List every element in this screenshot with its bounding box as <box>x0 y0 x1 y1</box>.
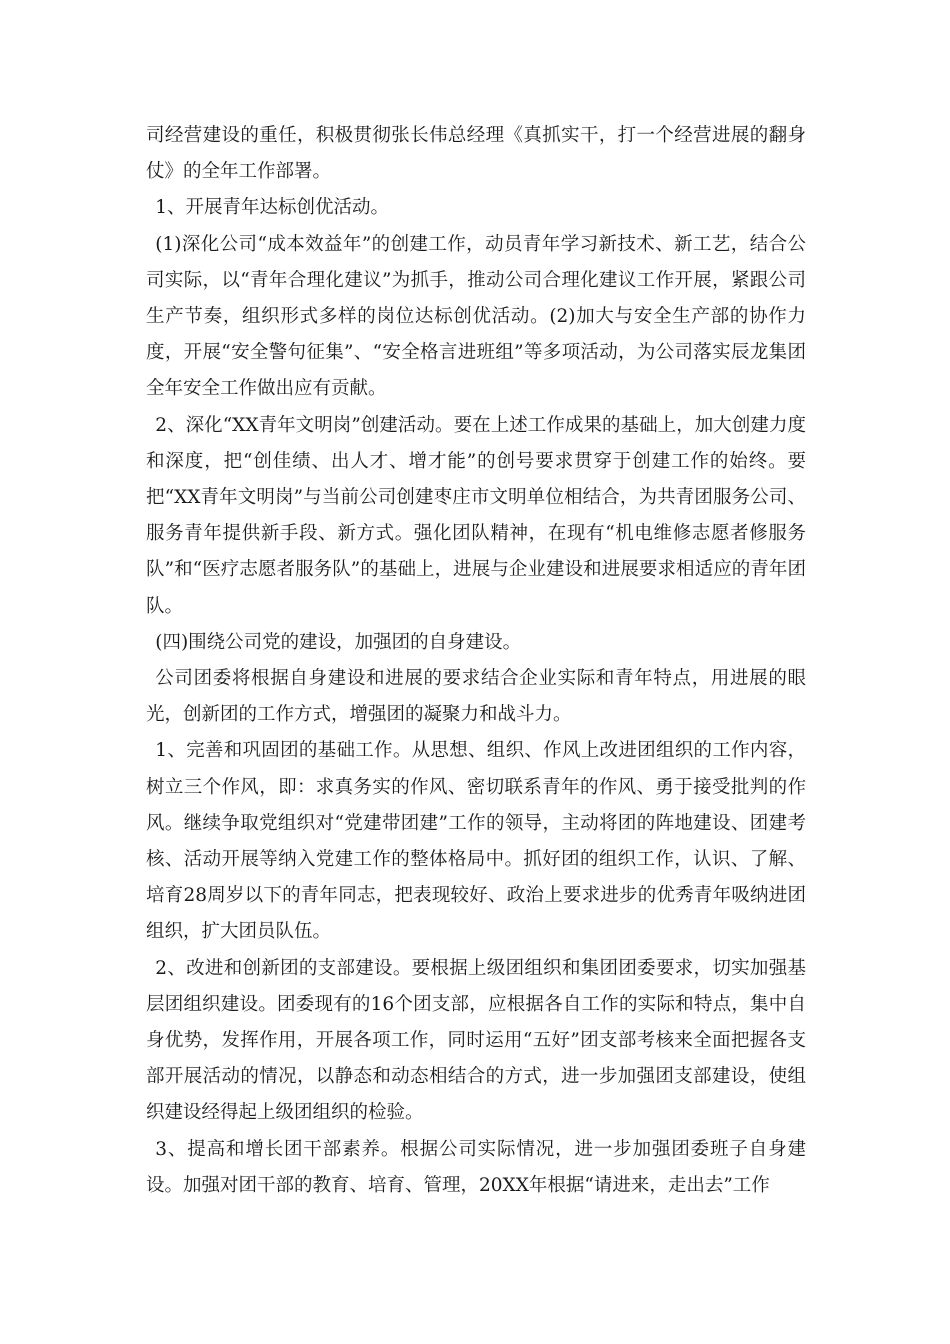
paragraph-basic-work: 1、完善和巩固团的基础工作。从思想、组织、作风上改进团组织的工作内容，树立三个作风，即：求真务实的作风、密切联系青年的作风、勇于接受批判的作风。继续争取党组织对“党建带团建”工作的领导，主动将团的阵地建设、团建考核、活动开展等纳入党建工作的整体格局中。抓好团的组织工作，认识、了解、培育28周岁以下的青年同志，把表现较好、政治上要求进步的优秀青年吸纳进团组织，扩大团员队伍。 <box>146 740 806 943</box>
paragraph-youth-league-committee: 公司团委将根据自身建设和进展的要求结合企业实际和青年特点，用进展的眼光，创新团的工作方式，增强团的凝聚力和战斗力。 <box>146 668 806 726</box>
paragraph-youth-civilized-post: 2、深化“XX青年文明岗”创建活动。要在上述工作成果的基础上，加大创建力度和深度，把“创佳绩、出人才、增才能”的创号要求贯穿于创建工作的始终。要把“XX青年文明岗”与当前公司创建枣庄市文明单位相结合，为共青团服务公司、服务青年提供新手段、新方式。强化团队精神，在现有“机电维修志愿者修服务队”和“医疗志愿者服务队”的基础上，进展与企业建设和进展要求相适应的青年团队。 <box>146 414 806 617</box>
paragraph-section-four-heading: (四)围绕公司党的建设，加强团的自身建设。 <box>155 631 522 653</box>
paragraph-continuation: 司经营建设的重任，积极贯彻张长伟总经理《真抓实干，打一个经营进展的翻身仗》的全年工作部署。 <box>146 125 806 183</box>
paragraph-cost-benefit-year: (1)深化公司“成本效益年”的创建工作，动员青年学习新技术、新工艺，结合公司实际，以“青年合理化建议”为抓手，推动公司合理化建议工作开展，紧跟公司生产节奏，组织形式多样的岗位达标创优活动。(2)加大与安全生产部的协作力度，开展“安全警句征集”、“安全格言进班组”等多项活动，为公司落实辰龙集团全年安全工作做出应有贡献。 <box>146 233 806 400</box>
paragraph-branch-building: 2、改进和创新团的支部建设。要根据上级团组织和集团团委要求，切实加强基层团组织建设。团委现有的16个团支部，应根据各自工作的实际和特点，集中自身优势，发挥作用，开展各项工作，同时运用“五好”团支部考核来全面把握各支部开展活动的情况，以静态和动态相结合的方式，进一步加强团支部建设，使组织建设经得起上级团组织的检验。 <box>146 957 806 1124</box>
document-body <box>146 118 806 1204</box>
paragraph-cadre-quality: 3、提高和增长团干部素养。根据公司实际情况，进一步加强团委班子自身建设。加强对团干部的教育、培育、管理，20XX年根据“请进来，走出去”工作 <box>146 1138 806 1196</box>
paragraph-heading-youth-standards: 1、开展青年达标创优活动。 <box>155 197 390 219</box>
